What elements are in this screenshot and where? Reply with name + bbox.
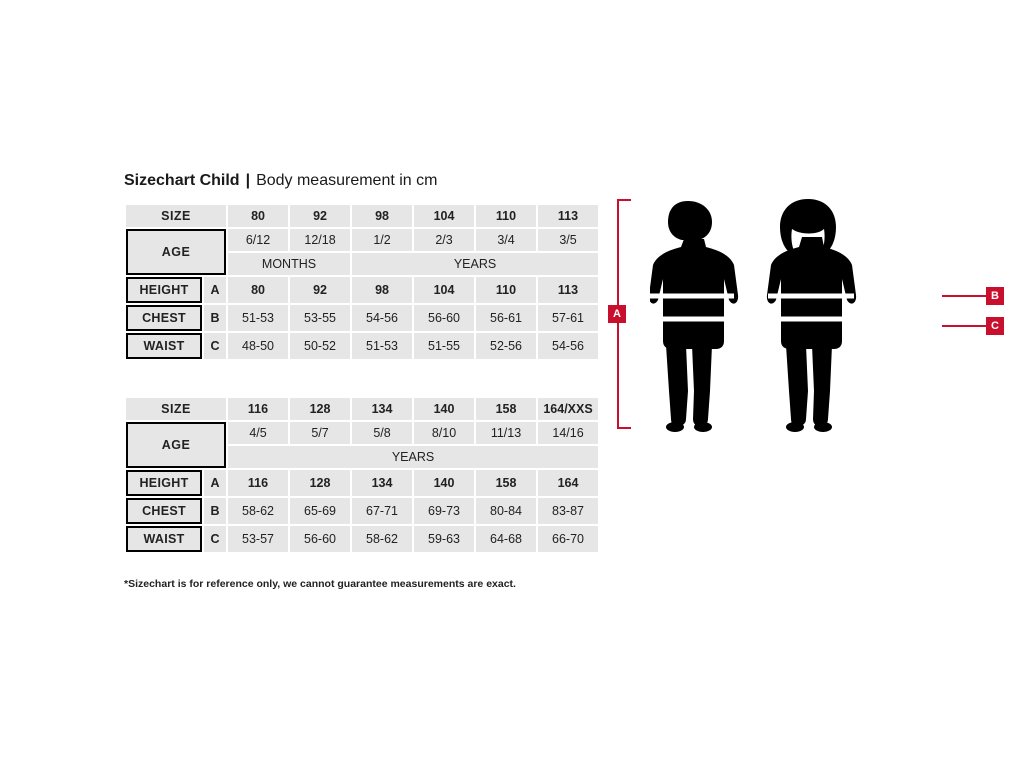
age-label: AGE <box>126 229 226 275</box>
height-cell: 158 <box>476 470 536 496</box>
page-title-main: Sizechart Child <box>124 172 240 189</box>
waist-cell: 53-57 <box>228 526 288 552</box>
age-cell: 14/16 <box>538 422 598 444</box>
row-label-chest: CHEST <box>126 498 202 524</box>
unit-span-years: YEARS <box>228 446 598 468</box>
child-silhouettes-svg <box>650 195 910 435</box>
age-label: AGE <box>126 422 226 468</box>
height-cell: 116 <box>228 470 288 496</box>
age-cell: 1/2 <box>352 229 412 251</box>
size-cell: 140 <box>414 398 474 420</box>
page-title <box>124 172 437 190</box>
leader-a-top <box>617 199 631 201</box>
chest-cell: 67-71 <box>352 498 412 524</box>
height-cell: 113 <box>538 277 598 303</box>
row-label-waist: WAIST <box>126 333 202 359</box>
marker-c: C <box>986 317 1004 335</box>
age-cell: 12/18 <box>290 229 350 251</box>
table-row-size <box>126 398 598 420</box>
waist-cell: 59-63 <box>414 526 474 552</box>
row-letter-a: A <box>204 470 226 496</box>
height-cell: 164 <box>538 470 598 496</box>
unit-span-months: MONTHS <box>228 253 350 275</box>
row-label-height: HEIGHT <box>126 277 202 303</box>
sizechart-table-young <box>124 203 600 361</box>
waist-cell: 48-50 <box>228 333 288 359</box>
age-cell: 11/13 <box>476 422 536 444</box>
table-row-chest <box>126 498 598 524</box>
chest-cell: 83-87 <box>538 498 598 524</box>
chest-cell: 65-69 <box>290 498 350 524</box>
chest-cell: 58-62 <box>228 498 288 524</box>
leader-b <box>942 295 987 297</box>
size-cell: 98 <box>352 205 412 227</box>
row-letter-b: B <box>204 305 226 331</box>
chest-cell: 57-61 <box>538 305 598 331</box>
waist-cell: 56-60 <box>290 526 350 552</box>
age-cell: 3/5 <box>538 229 598 251</box>
table-row-height <box>126 277 598 303</box>
waist-cell: 58-62 <box>352 526 412 552</box>
age-cell: 2/3 <box>414 229 474 251</box>
height-cell: 98 <box>352 277 412 303</box>
age-cell: 6/12 <box>228 229 288 251</box>
table-row-age <box>126 229 598 251</box>
waist-cell: 66-70 <box>538 526 598 552</box>
waist-cell: 54-56 <box>538 333 598 359</box>
leader-c <box>942 325 987 327</box>
marker-b: B <box>986 287 1004 305</box>
size-cell: 158 <box>476 398 536 420</box>
height-cell: 128 <box>290 470 350 496</box>
age-cell: 4/5 <box>228 422 288 444</box>
girl-silhouette <box>767 199 856 432</box>
size-cell: 113 <box>538 205 598 227</box>
row-letter-a: A <box>204 277 226 303</box>
height-cell: 134 <box>352 470 412 496</box>
chest-cell: 56-61 <box>476 305 536 331</box>
unit-span-years: YEARS <box>352 253 598 275</box>
size-cell: 128 <box>290 398 350 420</box>
waist-cell: 51-55 <box>414 333 474 359</box>
leader-a-bottom <box>617 427 631 429</box>
table-row-age <box>126 422 598 444</box>
height-cell: 104 <box>414 277 474 303</box>
size-header: SIZE <box>126 398 226 420</box>
waist-cell: 51-53 <box>352 333 412 359</box>
height-cell: 80 <box>228 277 288 303</box>
row-label-height: HEIGHT <box>126 470 202 496</box>
size-header: SIZE <box>126 205 226 227</box>
height-cell: 110 <box>476 277 536 303</box>
height-cell: 92 <box>290 277 350 303</box>
waist-cell: 50-52 <box>290 333 350 359</box>
size-cell: 80 <box>228 205 288 227</box>
row-letter-c: C <box>204 526 226 552</box>
waist-cell: 52-56 <box>476 333 536 359</box>
height-cell: 140 <box>414 470 474 496</box>
age-cell: 5/7 <box>290 422 350 444</box>
title-separator: | <box>245 172 251 189</box>
size-cell: 116 <box>228 398 288 420</box>
table-row-height <box>126 470 598 496</box>
row-label-chest: CHEST <box>126 305 202 331</box>
waist-cell: 64-68 <box>476 526 536 552</box>
chest-cell: 51-53 <box>228 305 288 331</box>
chest-cell: 80-84 <box>476 498 536 524</box>
age-cell: 5/8 <box>352 422 412 444</box>
chest-cell: 54-56 <box>352 305 412 331</box>
table-row-waist <box>126 333 598 359</box>
table-row-chest <box>126 305 598 331</box>
row-label-waist: WAIST <box>126 526 202 552</box>
size-cell: 110 <box>476 205 536 227</box>
page-subtitle: Body measurement in cm <box>256 172 438 189</box>
size-cell: 92 <box>290 205 350 227</box>
sizechart-table-older <box>124 396 600 554</box>
age-cell: 8/10 <box>414 422 474 444</box>
row-letter-b: B <box>204 498 226 524</box>
size-cell: 134 <box>352 398 412 420</box>
table-row-waist <box>126 526 598 552</box>
table-row-size <box>126 205 598 227</box>
footnote: *Sizechart is for reference only, we cannot guarantee measurements are exact. <box>124 578 516 590</box>
figure-silhouettes <box>613 195 1020 455</box>
chest-cell: 69-73 <box>414 498 474 524</box>
row-letter-c: C <box>204 333 226 359</box>
age-cell: 3/4 <box>476 229 536 251</box>
size-cell: 164/XXS <box>538 398 598 420</box>
chest-cell: 53-55 <box>290 305 350 331</box>
marker-a: A <box>608 305 626 323</box>
chest-cell: 56-60 <box>414 305 474 331</box>
size-cell: 104 <box>414 205 474 227</box>
